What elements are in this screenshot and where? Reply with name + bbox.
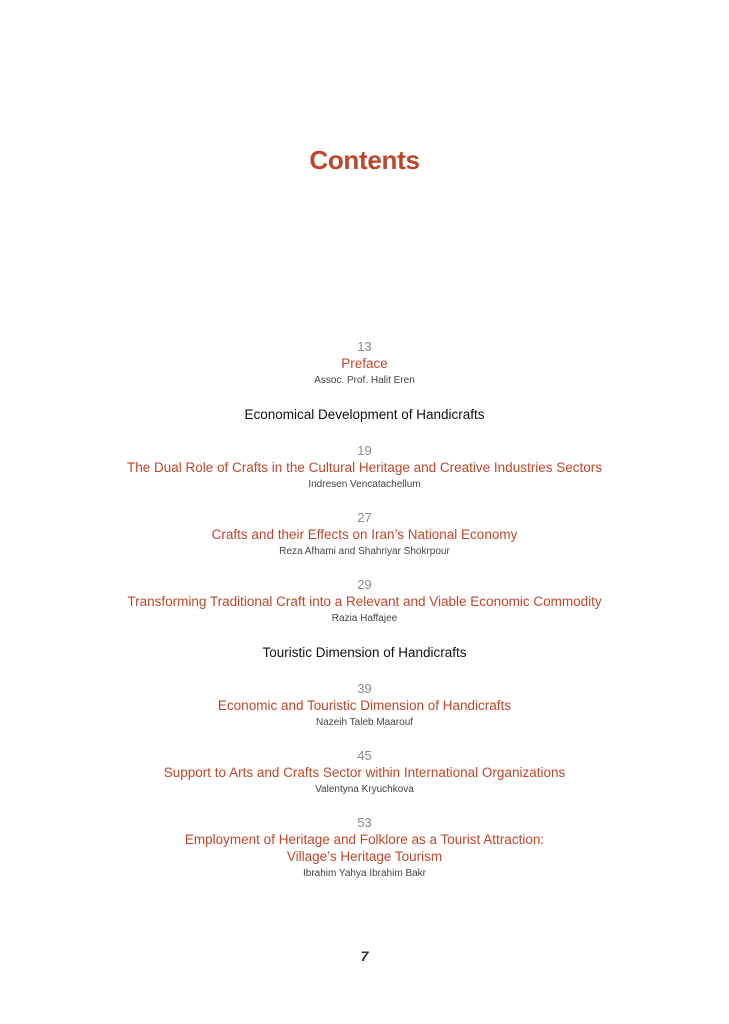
toc-entry-title[interactable]: Village’s Heritage Tourism xyxy=(286,849,443,864)
toc-entry-page-number: 27 xyxy=(357,510,372,525)
toc-entry-author: Valentyna Kryuchkova xyxy=(315,784,414,795)
toc-entry-page-number: 19 xyxy=(357,443,372,458)
toc-entry-title[interactable]: Transforming Traditional Craft into a Relevant and Viable Economic Commodity xyxy=(127,594,602,609)
toc-entry-title[interactable]: The Dual Role of Crafts in the Cultural Heritage and Creative Industries Sectors xyxy=(127,460,602,475)
toc-entry-page-number: 29 xyxy=(357,577,372,592)
toc-entry-page-number: 39 xyxy=(357,681,372,696)
toc-entry[interactable] xyxy=(0,443,729,492)
toc-entry[interactable] xyxy=(0,577,729,626)
toc-entry-author: Nazeih Taleb Maarouf xyxy=(315,717,414,728)
toc-entry-page-number: 13 xyxy=(357,339,372,354)
toc-entry[interactable] xyxy=(0,748,729,797)
toc-entry-page-number: 45 xyxy=(357,748,372,763)
toc-entry[interactable] xyxy=(0,815,729,881)
page-title: Contents xyxy=(309,145,420,175)
toc-entry-title[interactable]: Preface xyxy=(341,356,388,371)
folio-page-number: 7 xyxy=(360,948,369,964)
toc-entry[interactable] xyxy=(0,510,729,559)
toc-entry-author: Ibrahim Yahya Ibrahim Bakr xyxy=(302,868,427,879)
toc-section-heading: Touristic Dimension of Handicrafts xyxy=(262,645,467,660)
toc-entry-author: Assoc. Prof. Halit Eren xyxy=(314,375,415,386)
toc-entry[interactable] xyxy=(0,681,729,730)
toc-section-heading: Economical Development of Handicrafts xyxy=(244,407,485,422)
toc-entry-title[interactable]: Crafts and their Effects on Iran’s National Economy xyxy=(211,527,518,542)
toc-entry-title[interactable]: Economic and Touristic Dimension of Handicrafts xyxy=(217,698,512,713)
toc-entry-author: Reza Afhami and Shahriyar Shokrpour xyxy=(279,546,450,557)
table-of-contents xyxy=(0,339,729,899)
toc-entry-author: Indresen Vencatachellum xyxy=(308,479,421,490)
toc-entry[interactable] xyxy=(0,339,729,388)
toc-entry-title[interactable]: Support to Arts and Crafts Sector within International Organizations xyxy=(163,765,566,780)
toc-entry-author: Razia Haffajee xyxy=(331,613,398,624)
toc-entry-title[interactable]: Employment of Heritage and Folklore as a Tourist Attraction: xyxy=(184,832,545,847)
toc-entry-page-number: 53 xyxy=(357,815,372,830)
